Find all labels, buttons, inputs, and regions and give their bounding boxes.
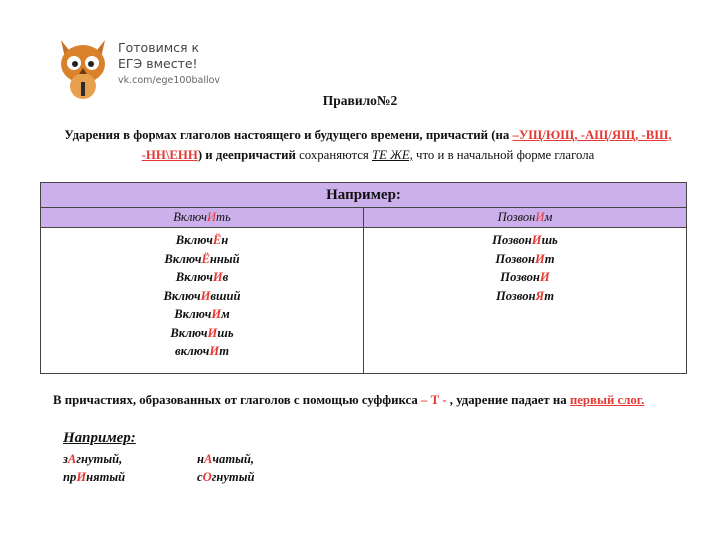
rule-text-part2: ) и деепричастий [197, 148, 296, 162]
example-word: сОгнутый [197, 470, 255, 484]
bottom-rule-first-syllable: первый слог. [569, 393, 645, 407]
list-item: ПозвонИ [500, 270, 550, 284]
list-item: ПозвонЯт [495, 288, 555, 303]
rule-title: Правило№2 [322, 93, 398, 108]
examples-table [40, 182, 687, 374]
rule-text-part3: сохраняются [295, 148, 372, 162]
bottom-rule [53, 392, 688, 409]
example-word: зАгнутый, [63, 452, 123, 466]
rule-text-same: ТЕ ЖЕ, [371, 148, 413, 162]
brand-line2: ЕГЭ вместе! [118, 56, 198, 71]
example-label: Например: [63, 430, 136, 446]
bottom-rule-part2: , ударение падает на [449, 393, 570, 407]
list-item: ПозвонИшь [492, 233, 558, 247]
brand-block [118, 40, 220, 86]
list-item: ВключИм [174, 307, 230, 321]
rule-text-suffixes: –УЩ/ЮЩ, -АЩ/ЯЩ, -ВШ, -НН\ЕНН [141, 128, 672, 162]
example-word: прИнятый [63, 470, 126, 484]
brand-url[interactable]: vk.com/ege100ballov [118, 75, 221, 86]
col2-head: ПозвонИм [364, 208, 687, 228]
list-item: включИт [175, 344, 229, 358]
list-item: ПозвонИт [495, 251, 555, 266]
brand-line1: Готовимся к [118, 40, 200, 55]
list-item: ВключИшь [170, 325, 234, 340]
bottom-rule-suffix: – Т - [421, 393, 450, 407]
col1-words [41, 228, 364, 374]
col2-words [364, 228, 687, 374]
list-item: ВключИвший [163, 288, 241, 303]
list-item: ВключЁнный [164, 251, 240, 266]
list-item: ВключИв [175, 270, 229, 284]
col1-head: ВключИть [41, 208, 364, 228]
example-word: нАчатый, [197, 452, 255, 466]
bottom-rule-part1: В причастиях, образованных от глаголов с помощью суффикса [53, 393, 421, 407]
list-item: ВключЁн [175, 233, 229, 247]
rule-text-part1: Ударения в формах глаголов настоящего и будущего времени, причастий (на [64, 128, 513, 142]
rule-text-part4: что и в начальной форме глагола [412, 148, 595, 162]
rule-text [48, 125, 688, 165]
table-header: Например: [41, 183, 687, 208]
